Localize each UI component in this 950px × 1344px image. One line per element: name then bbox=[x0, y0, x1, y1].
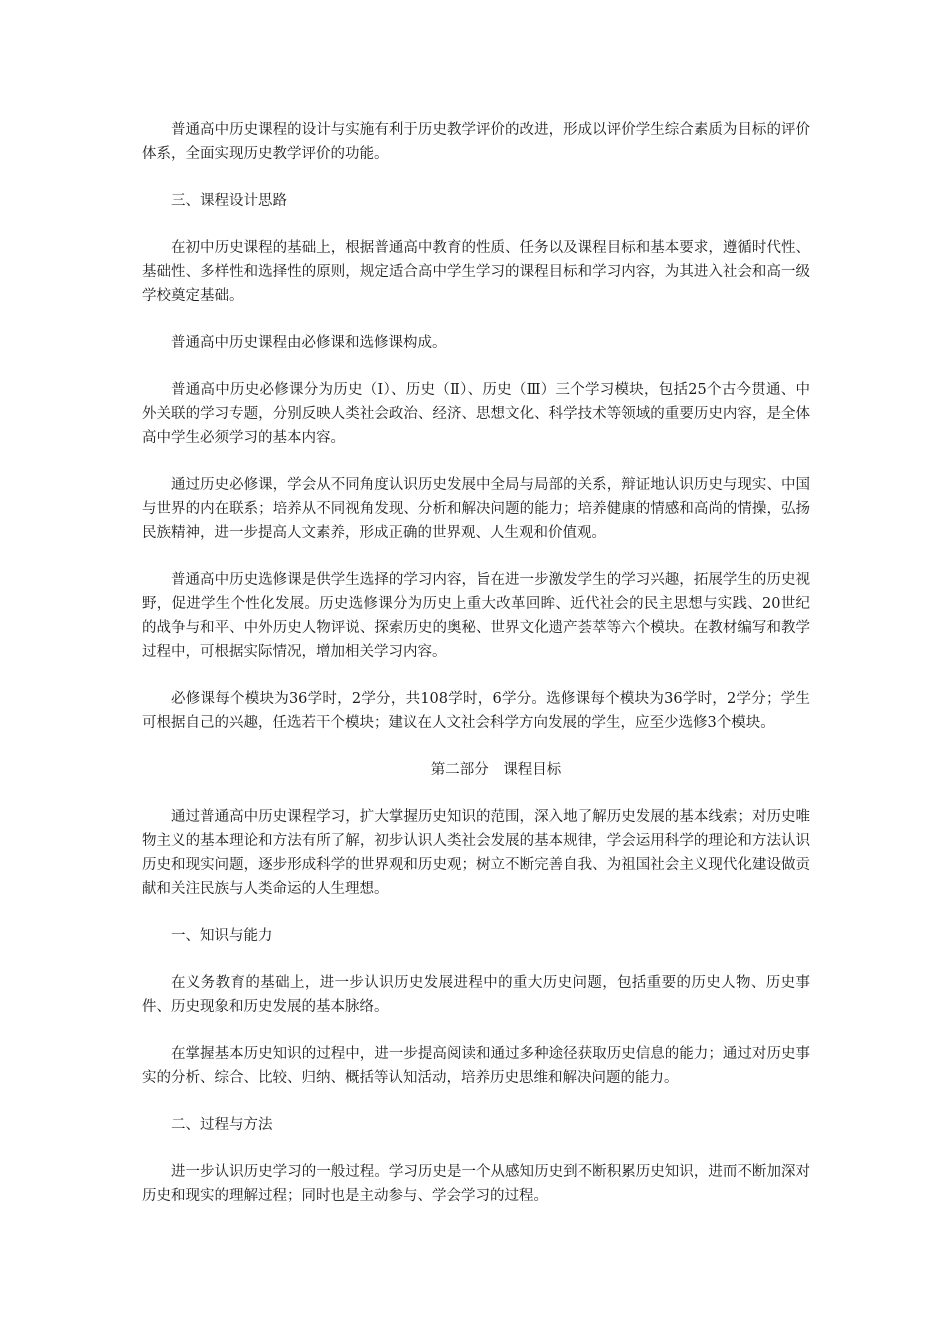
paragraph-design-basis: 在初中历史课程的基础上，根据普通高中教育的性质、任务以及课程目标和基本要求，遵循时代性、基础性、多样性和选择性的原则，规定适合高中学生学习的课程目标和学习内容，为其进入社会和高一级学校奠定基础。 bbox=[142, 240, 810, 304]
paragraph-evaluation: 普通高中历史课程的设计与实施有利于历史教学评价的改进，形成以评价学生综合素质为目标的评价体系，全面实现历史教学评价的功能。 bbox=[142, 122, 810, 162]
paragraph-elective-modules: 普通高中历史选修课是供学生选择的学习内容，旨在进一步激发学生的学习兴趣，拓展学生的历史视野，促进学生个性化发展。历史选修课分为历史上重大改革回眸、近代社会的民主思想与实践、20世纪的战争与和平、中外历史人物评说、探索历史的奥秘、世界文化遗产荟萃等六个模块。在教材编写和教学过程中，可根据实际情况，增加相关学习内容。 bbox=[142, 572, 810, 660]
section-title-course-goals: 第二部分 课程目标 bbox=[430, 762, 562, 778]
heading-course-design: 三、课程设计思路 bbox=[171, 193, 287, 209]
paragraph-knowledge: 在义务教育的基础上，进一步认识历史发展进程中的重大历史问题，包括重要的历史人物、历史事件、历史现象和历史发展的基本脉络。 bbox=[142, 975, 810, 1015]
paragraph-required-modules: 普通高中历史必修课分为历史（Ⅰ）、历史（Ⅱ）、历史（Ⅲ）三个学习模块，包括25个古今贯通、中外关联的学习专题，分别反映人类社会政治、经济、思想文化、科学技术等领域的重要历史内容，是全体高中学生必须学习的基本内容。 bbox=[142, 382, 810, 446]
heading-process-method: 二、过程与方法 bbox=[171, 1117, 273, 1133]
document-page bbox=[142, 118, 810, 1208]
paragraph-ability: 在掌握基本历史知识的过程中，进一步提高阅读和通过多种途径获取历史信息的能力；通过对历史事实的分析、综合、比较、归纳、概括等认知活动，培养历史思维和解决问题的能力。 bbox=[142, 1046, 810, 1086]
paragraph-credit-hours: 必修课每个模块为36学时，2学分，共108学时，6学分。选修课每个模块为36学时，2学分；学生可根据自己的兴趣，任选若干个模块；建议在人文社会科学方向发展的学生，应至少选修3个模块。 bbox=[142, 691, 811, 731]
paragraph-goals-overview: 通过普通高中历史课程学习，扩大掌握历史知识的范围，深入地了解历史发展的基本线索；对历史唯物主义的基本理论和方法有所了解，初步认识人类社会发展的基本规律，学会运用科学的理论和方法认识历史和现实问题，逐步形成科学的世界观和历史观；树立不断完善自我、为祖国社会主义现代化建设做贡献和关注民族与人类命运的人生理想。 bbox=[142, 809, 810, 897]
paragraph-learning-process: 进一步认识历史学习的一般过程。学习历史是一个从感知历史到不断积累历史知识，进而不断加深对历史和现实的理解过程；同时也是主动参与、学会学习的过程。 bbox=[142, 1164, 810, 1204]
paragraph-required-goals: 通过历史必修课，学会从不同角度认识历史发展中全局与局部的关系，辩证地认识历史与现实、中国与世界的内在联系；培养从不同视角发现、分析和解决问题的能力；培养健康的情感和高尚的情操，弘扬民族精神，进一步提高人文素养，形成正确的世界观、人生观和价值观。 bbox=[142, 477, 810, 541]
heading-knowledge-ability: 一、知识与能力 bbox=[171, 928, 273, 944]
paragraph-course-composition: 普通高中历史课程由必修课和选修课构成。 bbox=[171, 335, 447, 351]
